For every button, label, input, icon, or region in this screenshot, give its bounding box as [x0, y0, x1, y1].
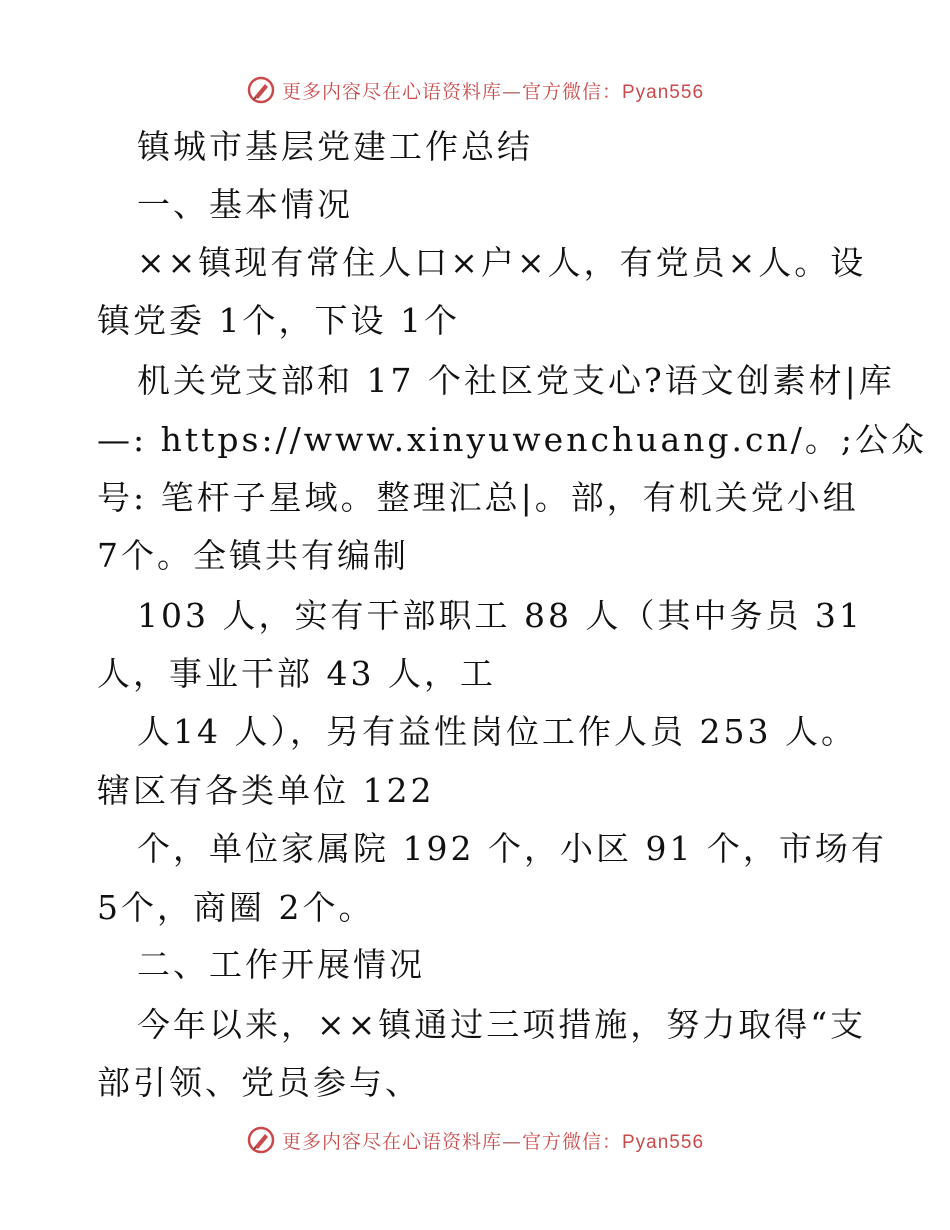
section-heading-basic: 一、基本情况 — [137, 185, 353, 224]
paragraph-line: 镇党委 1个，下设 1个 — [97, 301, 460, 340]
pen-circle-logo-icon — [246, 75, 276, 105]
section-heading-work: 二、工作开展情况 — [137, 945, 425, 984]
paragraph-line: 部引领、党员参与、 — [97, 1063, 421, 1102]
paragraph-line: 今年以来，××镇通过三项措施，努力取得“支 — [137, 1005, 867, 1044]
paragraph-line: ××镇现有常住人口×户×人，有党员×人。设 — [137, 243, 867, 282]
paragraph-line: 人14 人），另有益性岗位工作人员 253 人。 — [137, 712, 857, 751]
watermark-id: Pyan556 — [622, 81, 705, 103]
paragraph-line: 5个，商圈 2个。 — [97, 888, 375, 927]
paragraph-line: 103 人，实有干部职工 88 人（其中务员 31 — [137, 596, 863, 635]
watermark-separator: — — [501, 80, 522, 103]
document-title: 镇城市基层党建工作总结 — [137, 127, 533, 166]
pen-circle-logo-icon — [246, 1125, 276, 1155]
watermark-separator: — — [501, 1130, 522, 1153]
paragraph-line: 机关党支部和 17 个社区党支心?语文创素材|库 — [137, 361, 895, 400]
paragraph-line: —: https://www.xinyuwenchuang.cn/。;公众 — [97, 420, 927, 459]
paragraph-line: 人，事业干部 43 人，工 — [97, 654, 496, 693]
watermark-id: Pyan556 — [622, 1131, 705, 1153]
paragraph-line: 7个。全镇共有编制 — [97, 536, 409, 575]
header-watermark — [0, 70, 950, 110]
watermark-text: 更多内容尽在心语资料库 — [281, 80, 502, 103]
watermark-label: 官方微信： — [521, 1130, 622, 1153]
watermark-text: 更多内容尽在心语资料库 — [281, 1130, 502, 1153]
paragraph-line: 号: 笔杆子星域。整理汇总|。部，有机关党小组 — [97, 478, 859, 517]
paragraph-line: 个，单位家属院 192 个，小区 91 个，市场有 — [137, 829, 887, 868]
watermark-label: 官方微信： — [521, 80, 622, 103]
footer-watermark — [0, 1120, 950, 1160]
paragraph-line: 辖区有各类单位 122 — [97, 771, 435, 810]
